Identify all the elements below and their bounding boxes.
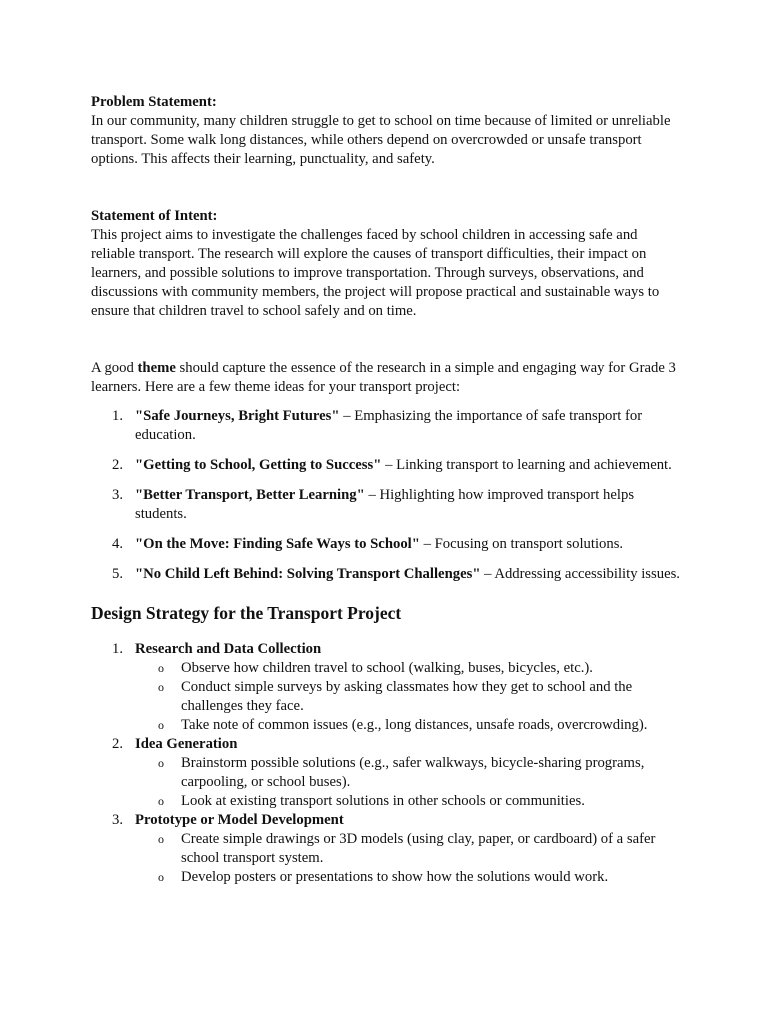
theme-idea-item [112, 565, 681, 584]
theme-intro-prefix: A good [91, 360, 138, 376]
sub-item-text: Brainstorm possible solutions (e.g., safer walkways, bicycle-sharing programs, carpooling, or school buses). [181, 755, 645, 790]
step-title: Research and Data Collection [135, 641, 322, 657]
hollow-bullet-icon: o [158, 661, 164, 675]
step-sub-list [135, 830, 681, 887]
statement-of-intent-heading: Statement of Intent: [91, 208, 218, 224]
theme-description: – Highlighting how improved transport helps students. [135, 487, 635, 522]
theme-description: – Addressing accessibility issues. [480, 566, 680, 582]
theme-description: – Emphasizing the importance of safe transport for education. [135, 408, 643, 443]
design-step [112, 640, 681, 735]
theme-title: "On the Move: Finding Safe Ways to School" [135, 536, 420, 552]
theme-intro-suffix: should capture the essence of the research in a simple and engaging way for Grade 3 learners. Here are a few theme ideas for your transport project: [91, 360, 676, 395]
theme-idea-item [112, 456, 681, 475]
theme-idea-item [112, 486, 681, 524]
sub-item-text: Observe how children travel to school (walking, buses, bicycles, etc.). [181, 660, 593, 676]
document-page [91, 93, 681, 887]
hollow-bullet-icon: o [158, 794, 164, 808]
step-title: Idea Generation [135, 736, 238, 752]
problem-statement-heading: Problem Statement: [91, 94, 217, 110]
problem-statement-text: In our community, many children struggle to get to school on time because of limited or unreliable transport. Some walk long distances, while others depend on overcrowded or unsafe transport options. This affects their learning, punctuality, and safety. [91, 113, 671, 167]
theme-number: 1. [112, 408, 124, 424]
sub-list-item [158, 678, 681, 716]
theme-description: – Linking transport to learning and achievement. [381, 457, 672, 473]
theme-intro-paragraph [91, 359, 681, 397]
sub-list-item [158, 754, 681, 792]
design-steps-list [91, 640, 681, 887]
hollow-bullet-icon: o [158, 832, 164, 846]
theme-number: 4. [112, 536, 124, 552]
hollow-bullet-icon: o [158, 680, 164, 694]
step-number: 1. [112, 641, 124, 657]
sub-item-text: Look at existing transport solutions in other schools or communities. [181, 793, 585, 809]
sub-list-item [158, 659, 681, 678]
hollow-bullet-icon: o [158, 756, 164, 770]
theme-ideas-list [91, 407, 681, 584]
design-step [112, 811, 681, 887]
sub-item-text: Take note of common issues (e.g., long distances, unsafe roads, overcrowding). [181, 717, 648, 733]
theme-idea-item [112, 535, 681, 554]
step-number: 3. [112, 812, 124, 828]
theme-title: "Better Transport, Better Learning" [135, 487, 365, 503]
step-number: 2. [112, 736, 124, 752]
hollow-bullet-icon: o [158, 718, 164, 732]
theme-number: 2. [112, 457, 124, 473]
sub-list-item [158, 792, 681, 811]
theme-intro-bold-word: theme [137, 360, 176, 376]
sub-list-item [158, 868, 681, 887]
theme-number: 5. [112, 566, 124, 582]
statement-of-intent-text: This project aims to investigate the challenges faced by school children in accessing safe and reliable transport. The research will explore the causes of transport difficulties, their impact on learners, and possible solutions to improve transportation. Through surveys, observations, and discussions with community members, the project will propose practical and sustainable ways to ensure that children travel to school safely and on time. [91, 227, 660, 319]
theme-number: 3. [112, 487, 124, 503]
theme-description: – Focusing on transport solutions. [419, 536, 624, 552]
sub-item-text: Create simple drawings or 3D models (using clay, paper, or cardboard) of a safer school transport system. [181, 831, 656, 866]
step-title: Prototype or Model Development [135, 812, 344, 828]
theme-title: "No Child Left Behind: Solving Transport Challenges" [135, 566, 481, 582]
hollow-bullet-icon: o [158, 870, 164, 884]
sub-list-item [158, 716, 681, 735]
sub-item-text: Develop posters or presentations to show how the solutions would work. [181, 869, 609, 885]
step-sub-list [135, 754, 681, 811]
theme-idea-item [112, 407, 681, 445]
sub-list-item [158, 830, 681, 868]
problem-statement-section [91, 93, 681, 169]
step-sub-list [135, 659, 681, 735]
sub-item-text: Conduct simple surveys by asking classmates how they get to school and the challenges they face. [181, 679, 633, 714]
theme-title: "Getting to School, Getting to Success" [135, 457, 382, 473]
design-step [112, 735, 681, 811]
design-strategy-heading: Design Strategy for the Transport Project [91, 603, 402, 623]
theme-title: "Safe Journeys, Bright Futures" [135, 408, 340, 424]
statement-of-intent-section [91, 207, 681, 321]
